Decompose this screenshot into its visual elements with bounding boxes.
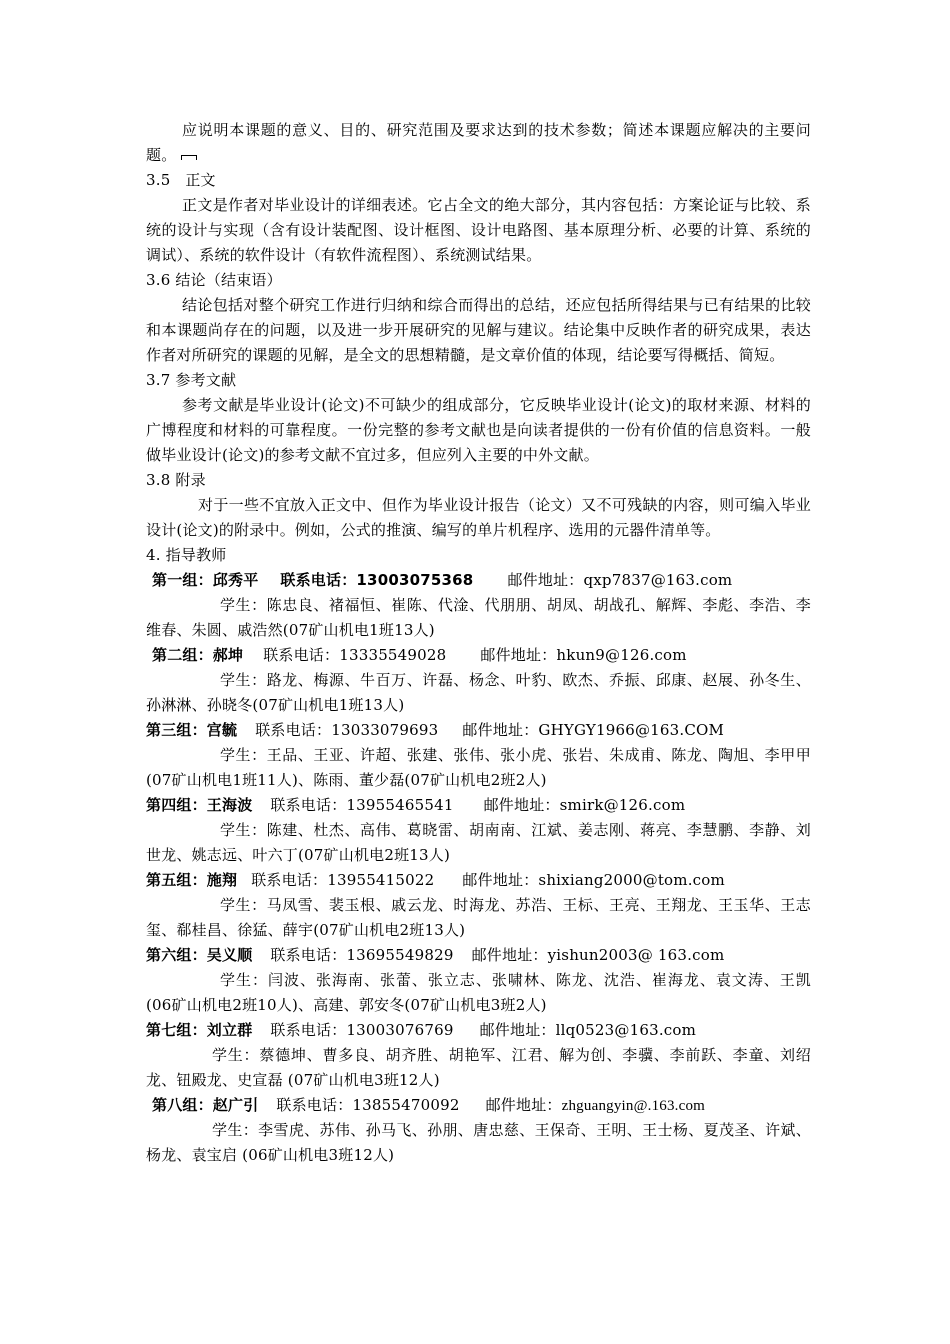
group-3-students: 学生：王品、王亚、许超、张建、张伟、张小虎、张岩、朱成甫、陈龙、陶旭、李甲甲 (07矿山机电1班11人)、陈雨、董少磊(07矿山机电2班2人) <box>146 746 811 789</box>
section-heading-3-6: 3.6 结论（结束语） <box>146 271 282 289</box>
group-6-phone: 13695549829 <box>346 946 454 964</box>
group-6-email-label: 邮件地址： <box>471 946 548 964</box>
group-4-phone: 13955465541 <box>346 796 454 814</box>
group-6-students: 学生：闫波、张海南、张蕾、张立志、张啸林、陈龙、沈浩、崔海龙、袁文涛、王凯 (06矿山机电2班10人)、高建、郭安冬(07矿山机电3班2人) <box>146 971 811 1014</box>
section-heading-3-7: 3.7 参考文献 <box>146 371 237 389</box>
group-5-phone-label: 联系电话： <box>251 871 328 889</box>
group-2-phone-label: 联系电话： <box>263 646 340 664</box>
group-7-advisor-name: 第七组：刘立群 <box>146 1021 253 1039</box>
advisor-group-3 <box>146 718 811 793</box>
group-1-advisor-name: 第一组：邱秀平 <box>152 571 259 589</box>
group-3-phone: 13033079693 <box>331 721 439 739</box>
group-1-contact-line <box>146 568 811 593</box>
group-3-advisor-name: 第三组：宫毓 <box>146 721 238 739</box>
group-2-contact-line <box>146 643 811 668</box>
group-4-email-label: 邮件地址： <box>483 796 560 814</box>
group-5-email: shixiang2000@tom.com <box>538 871 725 889</box>
group-5-students: 学生：马凤雪、裴玉根、戚云龙、时海龙、苏浩、王标、王亮、王翔龙、王玉华、王志玺、郗桂昌、徐猛、薛宇(07矿山机电2班13人) <box>146 896 811 939</box>
intro-paragraph <box>146 118 811 168</box>
advisor-group-7 <box>146 1018 811 1093</box>
group-1-phone: 13003075368 <box>356 571 474 589</box>
group-7-phone: 13003076769 <box>346 1021 454 1039</box>
group-4-students: 学生：陈建、杜杰、高伟、葛晓雷、胡南南、江斌、姜志刚、蒋亮、李慧鹏、李静、刘世龙、姚志远、叶六丁(07矿山机电2班13人) <box>146 821 811 864</box>
group-1-students: 学生：陈忠良、褚福恒、崔陈、代淦、代朋朋、胡凤、胡战孔、解辉、李彪、李浩、李维春、朱圆、戚浩然(07矿山机电1班13人) <box>146 596 811 639</box>
group-4-contact-line <box>146 793 811 818</box>
advisor-group-4 <box>146 793 811 868</box>
section-body-3-6: 结论包括对整个研究工作进行归纳和综合而得出的总结，还应包括所得结果与已有结果的比较和本课题尚存在的问题，以及进一步开展研究的见解与建议。结论集中反映作者的研究成果，表达作者对所研究的课题的见解，是全文的思想精髓，是文章价值的体现，结论要写得概括、简短。 <box>146 296 811 364</box>
group-5-contact-line <box>146 868 811 893</box>
group-5-phone: 13955415022 <box>327 871 435 889</box>
group-7-contact-line <box>146 1018 811 1043</box>
section-body-3-5: 正文是作者对毕业设计的详细表述。它占全文的绝大部分，其内容包括：方案论证与比较、系统的设计与实现（含有设计装配图、设计框图、设计电路图、基本原理分析、必要的计算、系统的调试）、系统的软件设计（有软件流程图）、系统测试结果。 <box>146 196 811 264</box>
group-3-email: GHYGY1966@163.COM <box>538 721 725 739</box>
group-8-phone-label: 联系电话： <box>276 1096 353 1114</box>
group-8-contact-line <box>146 1093 811 1118</box>
intro-text: 应说明本课题的意义、目的、研究范围及要求达到的技术参数；简述本课题应解决的主要问题。 <box>146 121 811 164</box>
group-5-advisor-name: 第五组：施翔 <box>146 871 238 889</box>
group-1-phone-label: 联系电话： <box>280 571 357 589</box>
group-2-students: 学生：路龙、梅源、牛百万、许磊、杨念、叶豹、欧杰、乔振、邱康、赵展、孙冬生、孙淋淋、孙晓冬(07矿山机电1班13人) <box>146 671 811 714</box>
group-3-contact-line <box>146 718 811 743</box>
group-8-email: zhguangyin@.163.com <box>561 1098 706 1114</box>
section-body-3-7: 参考文献是毕业设计(论文)不可缺少的组成部分，它反映毕业设计(论文)的取材来源、材料的广博程度和材料的可靠程度。一份完整的参考文献也是向读者提供的一份有价值的信息资料。一般做毕业设计(论文)的参考文献不宜过多，但应列入主要的中外文献。 <box>146 396 811 464</box>
group-1-email-label: 邮件地址： <box>507 571 584 589</box>
advisor-group-5 <box>146 868 811 943</box>
advisors-heading: 4. 指导教师 <box>146 546 227 564</box>
section-heading-3-8: 3.8 附录 <box>146 471 206 489</box>
advisor-group-6 <box>146 943 811 1018</box>
group-8-advisor-name: 第八组：赵广引 <box>152 1096 259 1114</box>
group-6-contact-line <box>146 943 811 968</box>
group-4-advisor-name: 第四组：王海波 <box>146 796 253 814</box>
group-8-students: 学生：李雪虎、苏伟、孙马飞、孙朋、唐忠慈、王保奇、王明、王士杨、夏茂圣、许斌、杨龙、袁宝启 (06矿山机电3班12人) <box>146 1121 811 1164</box>
section-body-3-8: 对于一些不宜放入正文中、但作为毕业设计报告（论文）又不可残缺的内容，则可编入毕业设计(论文)的附录中。例如，公式的推演、编写的单片机程序、选用的元器件清单等。 <box>146 496 811 539</box>
group-1-email: qxp7837@163.com <box>583 571 733 589</box>
group-4-email: smirk@126.com <box>559 796 686 814</box>
advisor-group-1 <box>146 568 811 643</box>
advisor-group-2 <box>146 643 811 718</box>
group-7-students: 学生：蔡德坤、曹多良、胡齐胜、胡艳军、江君、解为创、李骥、李前跃、李童、刘绍龙、钮殿龙、史宣磊 (07矿山机电3班12人) <box>146 1046 811 1089</box>
group-5-email-label: 邮件地址： <box>462 871 539 889</box>
group-4-phone-label: 联系电话： <box>270 796 347 814</box>
group-3-email-label: 邮件地址： <box>462 721 539 739</box>
group-2-email: hkun9@126.com <box>556 646 687 664</box>
group-8-email-label: 邮件地址： <box>485 1096 562 1114</box>
group-3-phone-label: 联系电话： <box>255 721 332 739</box>
group-6-advisor-name: 第六组：吴义顺 <box>146 946 253 964</box>
group-6-phone-label: 联系电话： <box>270 946 347 964</box>
document-page <box>146 118 811 1168</box>
group-7-phone-label: 联系电话： <box>270 1021 347 1039</box>
paragraph-mark-icon <box>181 155 197 160</box>
advisor-group-8 <box>146 1093 811 1168</box>
group-7-email: llq0523@163.com <box>555 1021 697 1039</box>
group-2-phone: 13335549028 <box>339 646 447 664</box>
group-6-email: yishun2003@ 163.com <box>547 946 725 964</box>
group-2-email-label: 邮件地址： <box>480 646 557 664</box>
group-7-email-label: 邮件地址： <box>479 1021 556 1039</box>
group-2-advisor-name: 第二组：郝坤 <box>152 646 244 664</box>
section-heading-3-5: 3.5 正文 <box>146 171 216 189</box>
group-8-phone: 13855470092 <box>352 1096 460 1114</box>
